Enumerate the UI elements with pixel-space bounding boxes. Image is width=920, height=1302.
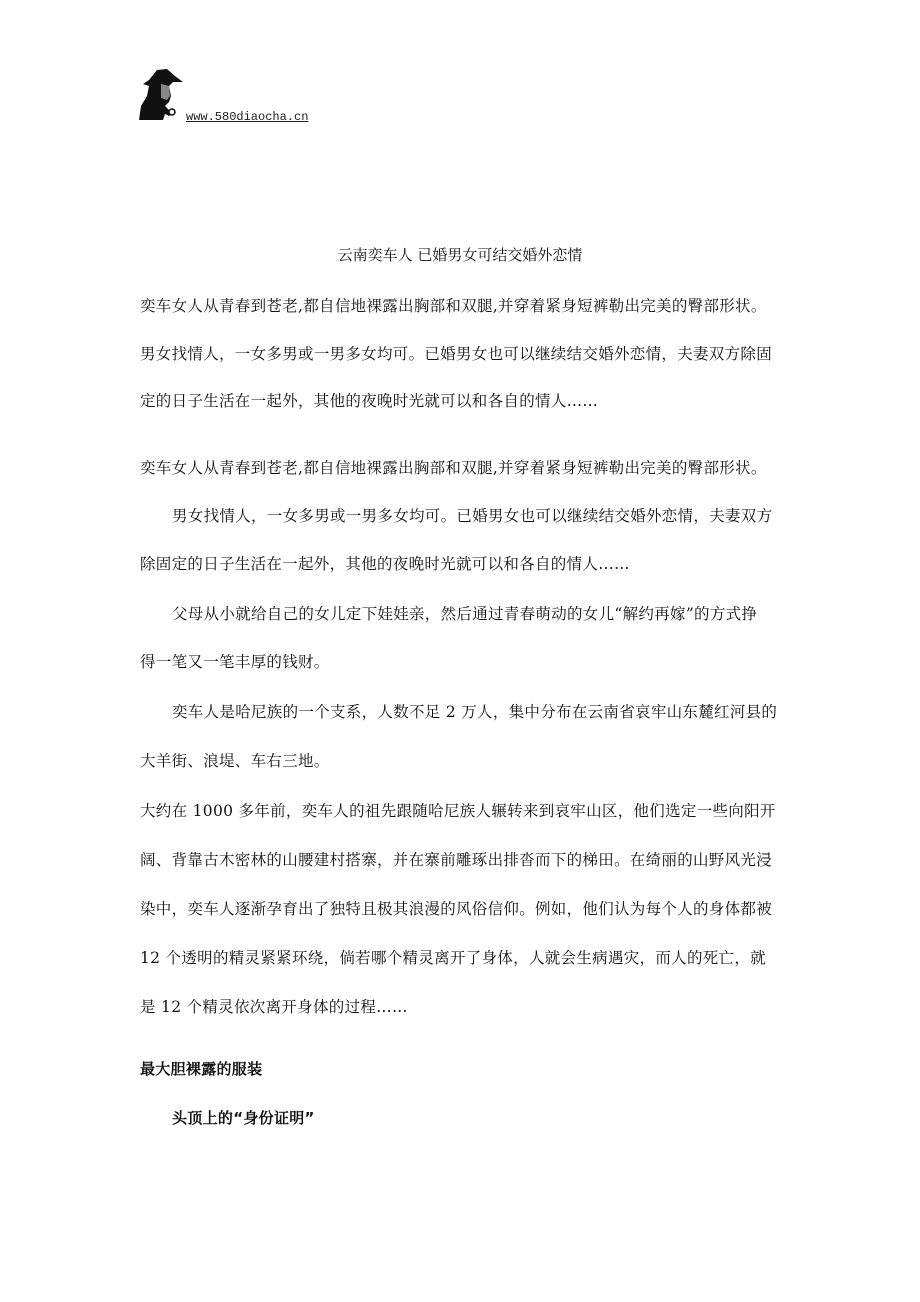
paragraph-line: 奕车人是哈尼族的一个支系，人数不足 2 万人，集中分布在云南省哀牢山东麓红河县的 [172,703,778,721]
paragraph-line: 父母从小就给自己的女儿定下娃娃亲，然后通过青春萌动的女儿“解约再嫁”的方式挣 [172,605,758,623]
website-link[interactable]: www.580diaocha.cn [186,110,309,124]
paragraph-line: 奕车女人从青春到苍老,都自信地裸露出胸部和双腿,并穿着紧身短裤勒出完美的臀部形状。 [140,459,767,477]
paragraph-line: 除固定的日子生活在一起外，其他的夜晚时光就可以和各自的情人…… [140,555,630,573]
paragraph-line: 大约在 1000 多年前，奕车人的祖先跟随哈尼族人辗转来到哀牢山区，他们选定一些向阳开 [140,802,776,820]
paragraph-line: 是 12 个精灵依次离开身体的过程…… [140,998,408,1016]
paragraph-line: 奕车女人从青春到苍老,都自信地裸露出胸部和双腿,并穿着紧身短裤勒出完美的臀部形状。 [140,297,767,315]
paragraph-line: 男女找情人，一女多男或一男多女均可。已婚男女也可以继续结交婚外恋情，夫妻双方 [172,507,773,525]
paragraph-line: 12 个透明的精灵紧紧环绕，倘若哪个精灵离开了身体，人就会生病遇灾，而人的死亡，就 [140,949,766,967]
paragraph-line: 染中，奕车人逐渐孕育出了独特且极其浪漫的风俗信仰。例如，他们认为每个人的身体都被 [140,900,773,918]
paragraph-line: 定的日子生活在一起外，其他的夜晚时光就可以和各自的情人…… [140,392,599,410]
paragraph-line: 男女找情人，一女多男或一男多女均可。已婚男女也可以继续结交婚外恋情，夫妻双方除固 [140,345,773,363]
paragraph-line: 大羊街、浪堤、车右三地。 [140,752,330,770]
paragraph-line: 阔、背靠古木密林的山腰建村搭寨，并在寨前雕琢出排沓而下的梯田。在绮丽的山野风光浸 [140,851,773,869]
section-heading: 最大胆裸露的服装 [140,1060,263,1078]
paragraph-line: 得一笔又一笔丰厚的钱财。 [140,653,330,671]
document-title: 云南奕车人 已婚男女可结交婚外恋情 [337,246,583,264]
subsection-heading: 头顶上的“身份证明” [172,1109,315,1127]
detective-logo-icon [139,66,187,120]
